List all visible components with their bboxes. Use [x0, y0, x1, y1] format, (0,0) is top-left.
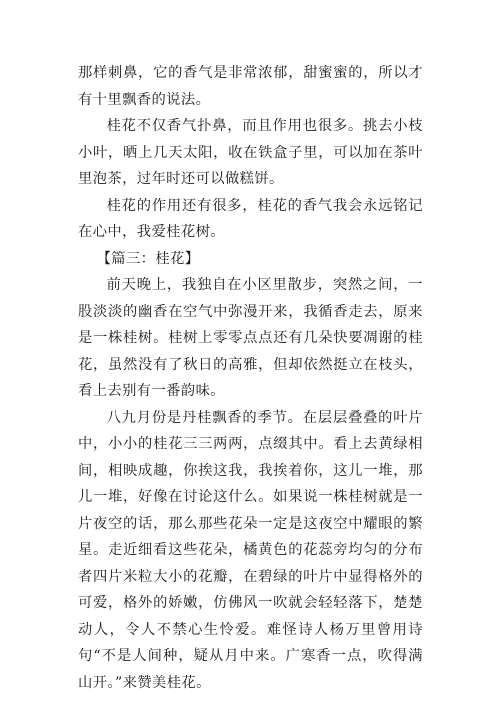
paragraph-conclusion: 桂花的作用还有很多，桂花的香气我会永远铭记在心中，我爱桂花树。	[78, 197, 423, 240]
paragraph-season-description: 八九月份是丹桂飘香的季节。在层层叠叠的叶片中，小小的桂花三三两两，点缀其中。看上去黄绿相间，相映成趣，你挨这我，我挨着你，这儿一堆，那儿一堆，好像在讨论这什么。如果说一株桂树就是一片夜空的话，那么那些花朵一定是这夜空中耀眼的繁星。走近细看这些花朵，橘黄色的花蕊旁均匀的分布者四片米粒大小的花瓣，在碧绿的叶片中显得格外的可爱，格外的娇嫩，仿佛风一吹就会轻轻落下，楚楚动人，令人不禁心生怜爱。难怪诗人杨万里曾用诗句“不是人间种，疑从月中来。广寒香一点，吹得满山开。”来赞美桂花。	[78, 409, 423, 691]
section-heading: 【篇三：桂花】	[96, 250, 200, 267]
paragraph-evening-walk: 前天晚上，我独自在小区里散步，突然之间，一股淡淡的幽香在空气中弥漫开来，我循香走去，原来是一株桂树。桂树上零零点点还有几朵快要凋谢的桂花，虽然没有了秋日的高雅，但却依然挺立在枝头，看上去别有一番韵味。	[78, 277, 423, 399]
document-page	[78, 60, 423, 696]
paragraph-osmanthus-uses: 桂花不仅香气扑鼻，而且作用也很多。挑去小枝小叶，晒上几天太阳，收在铁盒子里，可以加在茶叶里泡茶，过年时还可以做糕饼。	[78, 118, 423, 187]
paragraph-continuation: 那样刺鼻，它的香气是非常浓郁，甜蜜蜜的，所以才有十里飘香的说法。	[78, 65, 423, 108]
